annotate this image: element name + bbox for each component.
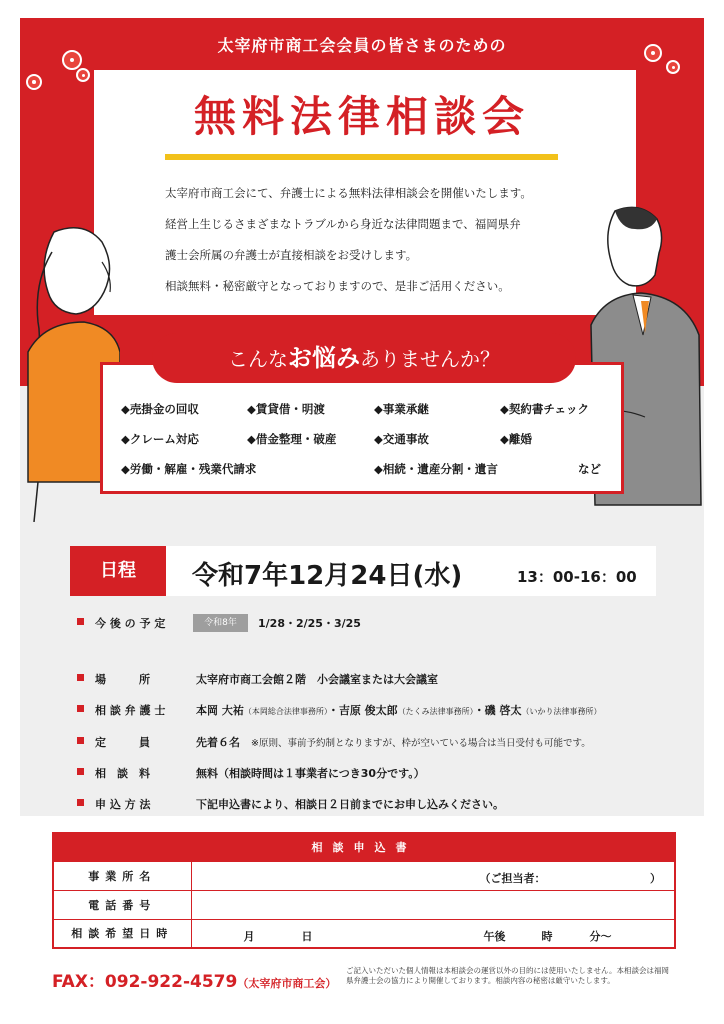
place-label: 場 所 (95, 673, 150, 686)
capacity-number: 先着６名 (196, 736, 240, 749)
plum-blossom-icon (76, 68, 90, 82)
lawyer-name: 本岡 大祐 (196, 704, 244, 717)
privacy-note: ご記入いただいた個人情報は本相談会の運営以外の目的には使用いたしません。本相談会は福岡県弁護士会の協力により開催しております。相談内容の秘密は厳守いたします。 (346, 966, 669, 985)
intro-line: 相談無料・秘密厳守となっておりますので、是非ご活用ください。 (165, 279, 510, 293)
lawyer-office: （本岡総合法律事務所） (243, 707, 328, 716)
worry-item: ◆売掛金の回収 (121, 402, 199, 416)
row-marker (77, 618, 84, 625)
phone-field[interactable] (191, 890, 675, 919)
future-dates: 1/28・2/25・3/25 (258, 617, 361, 630)
worry-item: など (578, 462, 601, 476)
row-marker (77, 705, 84, 712)
fax-org: （太宰府市商工会） (237, 977, 337, 990)
worry-item: ◆クレーム対応 (121, 432, 199, 446)
worry-item: ◆労働・解雇・残業代請求 (121, 462, 257, 476)
plum-blossom-icon (666, 60, 680, 74)
worry-item: ◆事業承継 (374, 402, 429, 416)
fee-label: 相 談 料 (95, 767, 150, 780)
hour-text: 時 (541, 929, 553, 943)
year-badge: 令和8年 (193, 614, 248, 632)
apply-label: 申 込 方 法 (95, 798, 151, 811)
header-tagline: 太宰府市商工会会員の皆さまのための (217, 36, 507, 55)
phone-label: 電話番号 (53, 890, 191, 919)
row-marker (77, 674, 84, 681)
lawyer-name: ・磯 啓太 (473, 704, 522, 717)
worry-item: ◆交通事故 (374, 432, 429, 446)
office-name-label: 事業所名 (53, 861, 191, 890)
row-marker (77, 737, 84, 744)
page-title: 無料法律相談会 (193, 92, 530, 141)
capacity-value (196, 734, 591, 750)
worry-item: ◆賃貸借・明渡 (247, 402, 325, 416)
schedule-label: 日程 (70, 546, 166, 596)
future-label: 今 後 の 予 定 (95, 617, 166, 630)
office-name-field[interactable] (191, 861, 675, 890)
month-text: 月 (243, 929, 255, 943)
lawyers-label: 相 談 弁 護 士 (95, 704, 166, 717)
place-value: 太宰府市商工会館２階 小会議室または大会議室 (196, 673, 438, 686)
minute-text: 分～ (589, 929, 612, 943)
form-title: 相談申込書 (53, 833, 675, 861)
lawyer-office: （たくみ法律事務所） (397, 707, 474, 716)
fax-number (52, 967, 336, 992)
pm-text: 午後 (483, 929, 506, 943)
worries-heading-emphasis: お悩み (288, 344, 360, 372)
intro-line: 護士会所属の弁護士が直接相談をお受けします。 (165, 248, 418, 262)
day-text: 日 (301, 929, 313, 943)
schedule-date: 令和7年12月24日(水) (192, 561, 463, 591)
intro-line: 太宰府市商工会にて、弁護士による無料法律相談会を開催いたします。 (165, 186, 532, 200)
apply-value: 下記申込書により、相談日２日前までにお申し込みください。 (196, 798, 504, 811)
worries-heading (152, 333, 576, 383)
fee-value: 無料（相談時間は１事業者につき30分です。） (196, 767, 425, 780)
lawyer-name: ・吉原 俊太郎 (327, 704, 398, 717)
contact-person-text: （ご担当者： ） (479, 871, 661, 885)
intro-line: 経営上生じるさまざまなトラブルから身近な法律問題まで、福岡県弁 (165, 217, 521, 231)
schedule-time: 13：00-16：00 (517, 568, 637, 586)
date-label: 相談希望日時 (53, 919, 191, 948)
worry-item: ◆相続・遺産分割・遺言 (374, 462, 498, 476)
capacity-label: 定 員 (95, 736, 150, 749)
worries-heading-pre: こんな (228, 347, 288, 371)
worry-item: ◆契約書チェック (500, 402, 589, 416)
lawyers-value (196, 702, 602, 718)
row-marker (77, 768, 84, 775)
intro-text (165, 178, 595, 302)
lawyer-office: （いかり法律事務所） (521, 707, 602, 716)
row-marker (77, 799, 84, 806)
worries-heading-post: ありませんか？ (360, 347, 500, 371)
worry-item: ◆借金整理・破産 (247, 432, 337, 446)
date-field[interactable] (191, 919, 675, 948)
application-form (52, 832, 676, 949)
fax-text: FAX：092-922-4579 (52, 972, 238, 992)
capacity-note: ※原則、事前予約制となりますが、枠が空いている場合は当日受付も可能です。 (251, 738, 591, 749)
worry-item: ◆離婚 (500, 432, 532, 446)
title-underline (165, 154, 558, 160)
